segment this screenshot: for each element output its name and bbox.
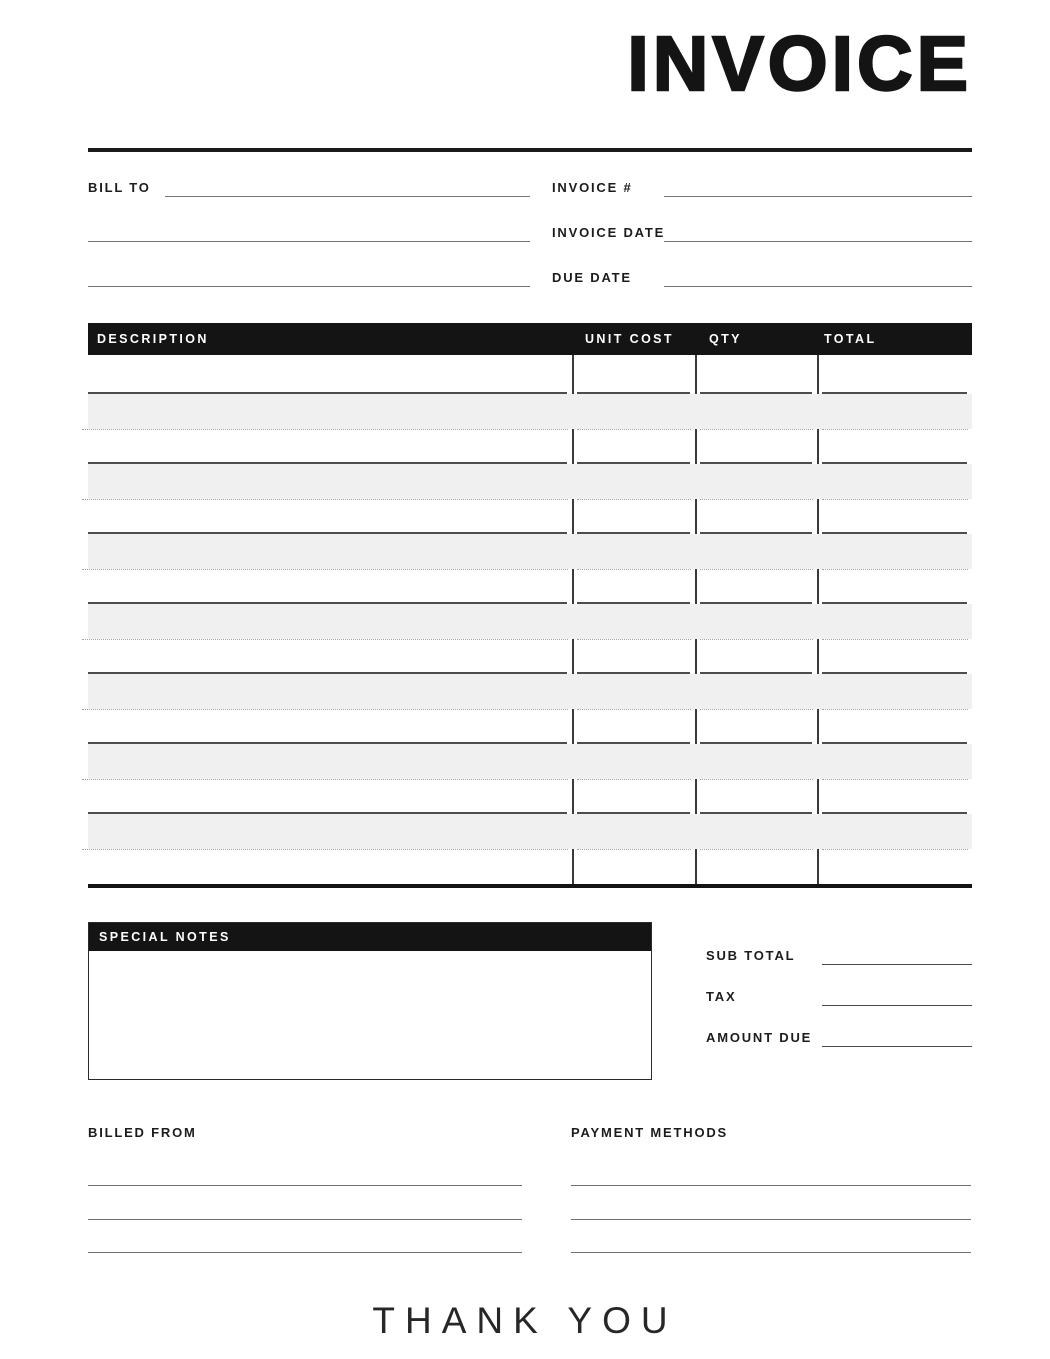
row-cell xyxy=(695,534,817,569)
payment-methods-section xyxy=(571,1122,971,1260)
row-cell xyxy=(817,814,972,849)
bill-to-row-1 xyxy=(88,152,530,197)
row-cell xyxy=(817,604,972,639)
header-description: DESCRIPTION xyxy=(97,331,209,346)
table-row xyxy=(88,464,972,499)
row-cell xyxy=(88,464,572,499)
row-cell xyxy=(88,674,572,709)
row-cell xyxy=(695,814,817,849)
invoice-date-label: INVOICE DATE xyxy=(552,225,666,240)
due-date-label: DUE DATE xyxy=(552,270,632,285)
invoice-number-line xyxy=(664,196,972,197)
invoice-meta-section xyxy=(552,152,972,287)
row-cell xyxy=(88,744,572,779)
payment-methods-label: PAYMENT METHODS xyxy=(571,1125,729,1140)
tax-label: TAX xyxy=(706,989,737,1004)
thank-you-text: THANK YOU xyxy=(372,1300,678,1341)
row-cell xyxy=(572,604,695,639)
row-cell xyxy=(695,744,817,779)
tax-row xyxy=(706,965,972,1006)
row-cell xyxy=(88,604,572,639)
row-cell xyxy=(817,394,972,429)
row-cell xyxy=(88,814,572,849)
row-cell xyxy=(695,394,817,429)
invoice-date-row xyxy=(552,197,972,242)
sub-total-line xyxy=(822,964,972,965)
invoice-number-row xyxy=(552,152,972,197)
sub-total-label: SUB TOTAL xyxy=(706,948,796,963)
header-total: TOTAL xyxy=(824,331,877,346)
row-cell xyxy=(572,744,695,779)
payment-methods-line-2 xyxy=(571,1219,971,1220)
row-cell xyxy=(88,394,572,429)
table-row xyxy=(88,604,972,639)
billed-from-section xyxy=(88,1122,522,1260)
bill-to-line-1 xyxy=(165,196,530,197)
table-row xyxy=(88,534,972,569)
billed-from-line-1 xyxy=(88,1185,522,1186)
bill-to-row-3 xyxy=(88,242,530,287)
table-row xyxy=(88,394,972,429)
header-qty: QTY xyxy=(709,331,742,346)
row-cell xyxy=(572,534,695,569)
row-cell xyxy=(572,464,695,499)
special-notes-box xyxy=(88,922,652,1080)
row-cell xyxy=(817,744,972,779)
billed-from-line-3 xyxy=(88,1252,522,1253)
invoice-date-line xyxy=(664,241,972,242)
row-cell xyxy=(572,674,695,709)
row-cell xyxy=(695,674,817,709)
header-unit-cost: UNIT COST xyxy=(585,331,674,346)
billed-from-line-2 xyxy=(88,1219,522,1220)
payment-methods-line-1 xyxy=(571,1185,971,1186)
items-table-body xyxy=(88,355,972,888)
invoice-number-label: INVOICE # xyxy=(552,180,633,195)
row-cell xyxy=(695,604,817,639)
bill-to-label: BILL TO xyxy=(88,180,151,195)
bill-to-line-2 xyxy=(88,241,530,242)
row-cell xyxy=(88,534,572,569)
amount-due-line xyxy=(822,1046,972,1047)
row-cell xyxy=(817,534,972,569)
row-cell xyxy=(817,464,972,499)
items-table-header xyxy=(88,323,972,355)
table-row xyxy=(88,674,972,709)
amount-due-row xyxy=(706,1006,972,1047)
due-date-line xyxy=(664,286,972,287)
tax-line xyxy=(822,1005,972,1006)
sub-total-row xyxy=(706,924,972,965)
due-date-row xyxy=(552,242,972,287)
row-cell xyxy=(695,464,817,499)
row-cell xyxy=(817,674,972,709)
row-cell xyxy=(572,814,695,849)
bill-to-line-3 xyxy=(88,286,530,287)
special-notes-label: SPECIAL NOTES xyxy=(99,929,231,944)
bill-to-row-2 xyxy=(88,197,530,242)
items-table xyxy=(88,323,972,888)
bill-to-section xyxy=(88,152,530,287)
payment-methods-line-3 xyxy=(571,1252,971,1253)
billed-from-label: BILLED FROM xyxy=(88,1125,197,1140)
row-cell xyxy=(572,394,695,429)
amount-due-label: AMOUNT DUE xyxy=(706,1030,813,1045)
table-row xyxy=(88,744,972,779)
page-title: INVOICE xyxy=(627,21,972,107)
table-row xyxy=(88,814,972,849)
special-notes-header xyxy=(89,923,651,951)
totals-section xyxy=(706,924,972,1047)
